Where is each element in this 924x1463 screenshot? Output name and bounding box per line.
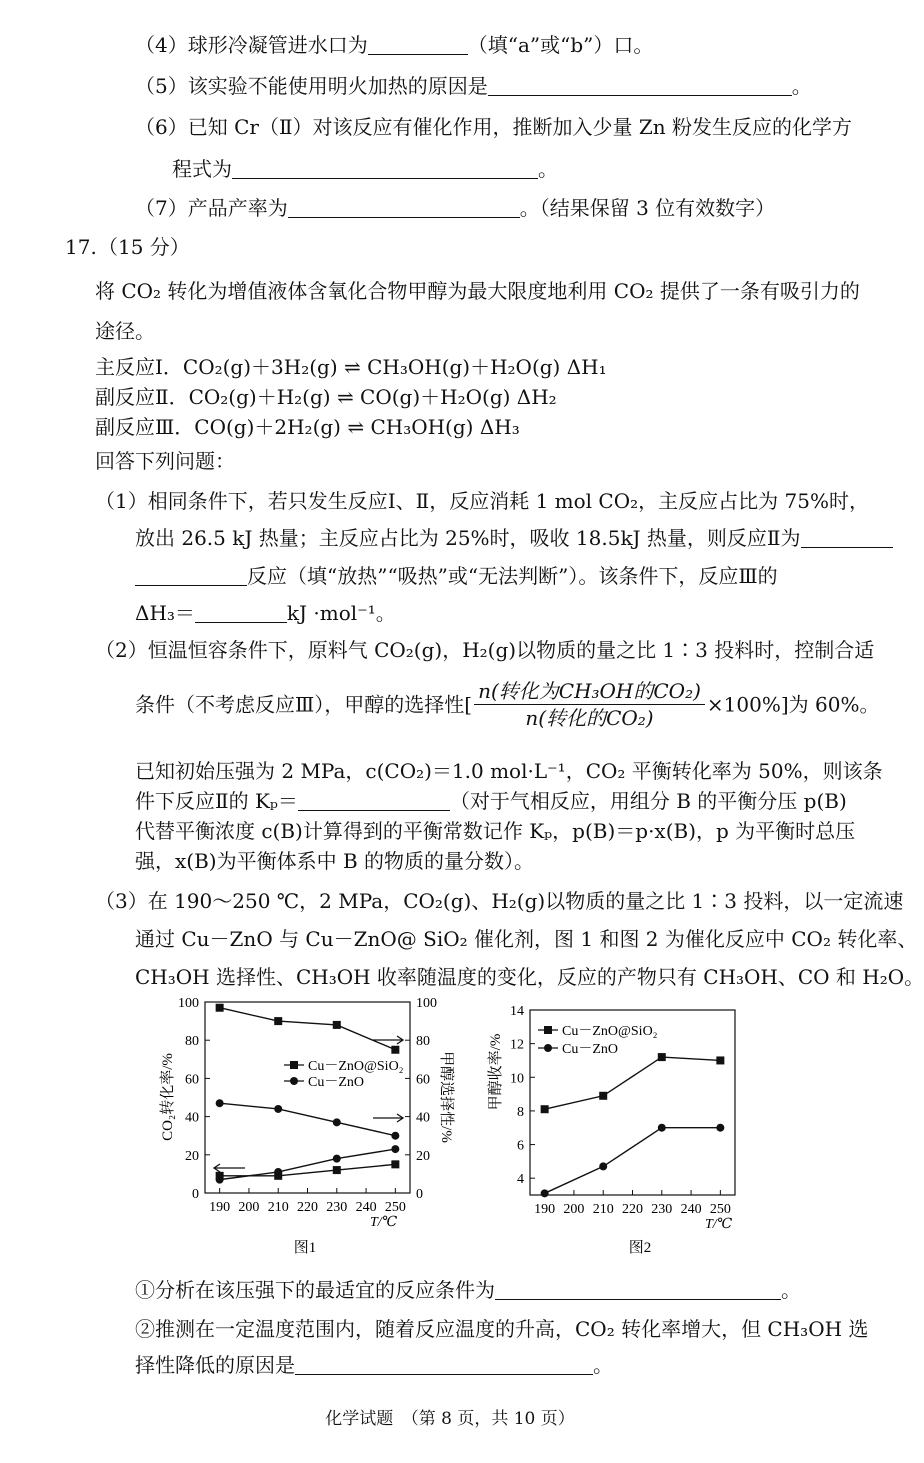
subquestion-1-text: ①分析在该压强下的最适宜的反应条件为 <box>135 1278 495 1302</box>
part1-line2 <box>135 525 893 551</box>
y-tick-label: 12 <box>510 1037 524 1053</box>
part2-line4-tail: （对于气相反应，用组分 B 的平衡分压 p(B) <box>449 789 847 813</box>
subquestion-1-tail: 。 <box>781 1278 801 1302</box>
answer-blank[interactable] <box>801 527 893 548</box>
part1-line1: （1）相同条件下，若只发生反应Ⅰ、Ⅱ，反应消耗 1 mol CO₂，主反应占比为 75%时， <box>95 489 869 513</box>
data-point-circle <box>599 1162 607 1170</box>
part2-line4-text: 件下反应Ⅱ的 Kₚ＝ <box>135 789 298 813</box>
y-tick-label: 14 <box>510 1004 524 1019</box>
circle-marker-icon <box>290 1077 298 1085</box>
fig2-legend-label: Cu－ZnO@SiO₂ <box>562 1024 658 1039</box>
x-tick-label: 200 <box>563 1202 585 1217</box>
reaction-3: 副反应Ⅲ．CO(g)＋2H₂(g) ⇌ CH₃OH(g) ΔH₃ <box>95 415 520 439</box>
part2-line2 <box>135 680 879 729</box>
series-line <box>545 1057 721 1109</box>
fig1-legend <box>284 1059 404 1090</box>
square-marker-icon <box>544 1026 552 1034</box>
y-tick-label: 8 <box>517 1104 524 1120</box>
answer-blank[interactable] <box>195 602 287 623</box>
answer-blank[interactable] <box>295 1354 593 1375</box>
data-point-circle <box>658 1124 666 1132</box>
x-tick-label: 240 <box>355 1200 377 1215</box>
data-point-circle <box>216 1099 224 1107</box>
page-footer: 化学试题 （第 8 页，共 10 页） <box>325 1409 575 1429</box>
fig2-ylabel: 甲醇收率/% <box>488 1033 504 1111</box>
y-tick-label: 40 <box>185 1110 199 1126</box>
answer-blank[interactable] <box>288 197 520 218</box>
x-tick-label: 240 <box>680 1202 702 1217</box>
x-tick-label: 250 <box>709 1202 731 1217</box>
data-point-circle <box>274 1168 282 1176</box>
figure-1-chart <box>150 992 454 1262</box>
data-point-circle <box>391 1132 399 1140</box>
data-point-circle <box>333 1118 341 1126</box>
data-point-square <box>333 1166 341 1174</box>
answer-prompt: 回答下列问题： <box>95 449 235 473</box>
x-tick-label: 230 <box>326 1200 348 1215</box>
part1-line4-text: ΔH₃＝ <box>135 601 195 625</box>
part2-line1: （2）恒温恒容条件下，原料气 CO₂(g)，H₂(g)以物质的量之比 1∶3 投料时，控制合适 <box>95 638 875 662</box>
y-tick-label: 0 <box>192 1187 199 1202</box>
subquestion-2-tail: 。 <box>593 1353 613 1377</box>
series-line <box>220 1149 396 1180</box>
subquestion-2-line1: ②推测在一定温度范围内，随着反应温度的升高，CO₂ 转化率增大，但 CH₃OH 选 <box>135 1317 869 1341</box>
series-line <box>545 1128 721 1194</box>
data-point-square <box>716 1056 724 1064</box>
part2-line4 <box>135 788 847 814</box>
part2-line2-text: 条件（不考虑反应Ⅲ），甲醇的选择性[ <box>135 692 473 717</box>
fig1-legend-label: Cu－ZnO <box>308 1075 364 1090</box>
subquestion-1 <box>135 1277 801 1303</box>
part2-line2-tail: ×100%]为 60%。 <box>706 692 880 717</box>
q16-part6-line2 <box>172 156 558 182</box>
part1-line3 <box>135 563 778 589</box>
y-tick-label: 60 <box>185 1072 199 1088</box>
answer-blank[interactable] <box>298 790 450 811</box>
figure-2-chart <box>480 992 760 1262</box>
answer-blank[interactable] <box>495 1279 781 1300</box>
data-point-circle <box>216 1176 224 1184</box>
x-tick-label: 220 <box>297 1200 318 1215</box>
q16-part5 <box>135 73 812 99</box>
fig2-legend <box>538 1024 658 1057</box>
arrow-right-icon <box>373 1114 403 1122</box>
series-line <box>220 1164 396 1175</box>
fig1-ylabel: CO₂转化率/% <box>160 1053 176 1141</box>
part1-line4 <box>135 600 396 626</box>
answer-blank[interactable] <box>135 565 247 586</box>
y-tick-label: 6 <box>517 1138 524 1154</box>
y-tick-label: 20 <box>185 1148 199 1164</box>
series-line <box>220 1008 396 1050</box>
y2-tick-label: 100 <box>416 996 437 1011</box>
x-tick-label: 210 <box>592 1202 614 1217</box>
part3-line1: （3）在 190～250 ℃，2 MPa，CO₂(g)、H₂(g)以物质的量之比 1∶3 投料，以一定流速 <box>95 889 904 913</box>
subquestion-2-line2 <box>135 1352 613 1378</box>
data-point-square <box>216 1004 224 1012</box>
part2-line3: 已知初始压强为 2 MPa，c(CO₂)＝1.0 mol·L⁻¹，CO₂ 平衡转化率为 50%，则该条 <box>135 759 883 783</box>
reaction-2: 副反应Ⅱ．CO₂(g)＋H₂(g) ⇌ CO(g)＋H₂O(g) ΔH₂ <box>95 385 557 409</box>
x-tick-label: 200 <box>238 1200 260 1215</box>
part3-line2: 通过 Cu－ZnO 与 Cu－ZnO@ SiO₂ 催化剂，图 1 和图 2 为催化反应中 CO₂ 转化率、 <box>135 927 918 951</box>
part1-line3-text: 反应（填“放热”“吸热”或“无法判断”）。该条件下，反应Ⅲ的 <box>247 564 778 588</box>
y-tick-label: 4 <box>517 1172 524 1188</box>
part2-line6: 强，x(B)为平衡体系中 B 的物质的量分数）。 <box>135 849 534 873</box>
answer-blank[interactable] <box>232 158 538 179</box>
fig1-xlabel: T/℃ <box>370 1215 398 1230</box>
data-point-circle <box>391 1145 399 1153</box>
y-tick-label: 100 <box>178 996 199 1011</box>
selectivity-fraction <box>474 680 705 729</box>
arrow-left-icon <box>214 1164 245 1172</box>
q16-part4-tail: （填“a”或“b”）口。 <box>467 33 654 57</box>
data-point-square <box>599 1092 607 1100</box>
data-point-circle <box>274 1105 282 1113</box>
fig1-legend-label: Cu－ZnO@SiO₂ <box>308 1059 404 1074</box>
x-tick-label: 250 <box>384 1200 406 1215</box>
data-point-square <box>541 1105 549 1113</box>
x-tick-label: 190 <box>534 1202 556 1217</box>
q16-part7 <box>135 195 775 221</box>
fig1-plot-frame <box>205 1002 410 1193</box>
fig1-y2label: 甲醇选择性/% <box>438 1051 454 1143</box>
fig2-xlabel: T/℃ <box>705 1217 733 1232</box>
x-tick-label: 220 <box>622 1202 643 1217</box>
q16-part4-text: （4）球形冷凝管进水口为 <box>135 33 368 57</box>
fraction-denominator: n(转化的CO₂) <box>525 706 654 730</box>
x-tick-label: 230 <box>651 1202 673 1217</box>
series-line <box>220 1103 396 1135</box>
part3-line3: CH₃OH 选择性、CH₃OH 收率随温度的变化，反应的产物只有 CH₃OH、CO 和 H₂O。 <box>135 965 924 989</box>
data-point-circle <box>541 1189 549 1197</box>
y2-tick-label: 60 <box>416 1072 430 1088</box>
q16-part4 <box>135 32 653 58</box>
y2-tick-label: 0 <box>416 1187 423 1202</box>
fraction-numerator: n(转化为CH₃OH的CO₂) <box>474 680 705 705</box>
data-point-square <box>274 1017 282 1025</box>
y2-tick-label: 40 <box>416 1110 430 1126</box>
part1-line4-tail: kJ ·mol⁻¹。 <box>286 601 396 625</box>
data-point-square <box>391 1160 399 1168</box>
answer-blank[interactable] <box>368 34 468 55</box>
data-point-square <box>658 1053 666 1061</box>
data-point-circle <box>716 1124 724 1132</box>
intro-line1: 将 CO₂ 转化为增值液体含氧化合物甲醇为最大限度地利用 CO₂ 提供了一条有吸引力的 <box>95 279 860 303</box>
y2-tick-label: 20 <box>416 1148 430 1164</box>
y2-tick-label: 80 <box>416 1034 430 1050</box>
q16-part6-text: 程式为 <box>172 157 232 181</box>
x-tick-label: 190 <box>209 1200 231 1215</box>
question-score: （15 分） <box>98 235 190 259</box>
answer-blank[interactable] <box>488 75 792 96</box>
circle-marker-icon <box>544 1044 552 1052</box>
part2-line5: 代替平衡浓度 c(B)计算得到的平衡常数记作 Kₚ，p(B)＝p·x(B)，p 为平衡时总压 <box>135 819 856 843</box>
data-point-square <box>333 1021 341 1029</box>
reaction-1: 主反应Ⅰ．CO₂(g)＋3H₂(g) ⇌ CH₃OH(g)＋H₂O(g) ΔH₁ <box>95 355 607 379</box>
fig2-caption: 图2 <box>628 1240 652 1256</box>
q16-part7-text: （7）产品产率为 <box>135 196 288 220</box>
q16-part5-text: （5）该实验不能使用明火加热的原因是 <box>135 74 488 98</box>
y-tick-label: 10 <box>510 1071 524 1087</box>
x-tick-label: 210 <box>267 1200 289 1215</box>
intro-line2: 途径。 <box>95 319 155 343</box>
q16-part6-line1: （6）已知 Cr（Ⅱ）对该反应有催化作用，推断加入少量 Zn 粉发生反应的化学方 <box>135 115 853 139</box>
fig1-caption: 图1 <box>293 1240 317 1256</box>
y-tick-label: 80 <box>185 1034 199 1050</box>
q16-part5-tail: 。 <box>791 74 812 98</box>
q16-part6-tail: 。 <box>538 157 558 181</box>
part1-line2-text: 放出 26.5 kJ 热量；主反应占比为 25%时，吸收 18.5kJ 热量，则反应Ⅱ为 <box>135 526 801 550</box>
question-number: 17. <box>65 235 97 259</box>
square-marker-icon <box>290 1061 298 1069</box>
data-point-circle <box>333 1155 341 1163</box>
subquestion-2-text: 择性降低的原因是 <box>135 1353 295 1377</box>
q16-part7-tail: 。（结果保留 3 位有效数字） <box>519 196 776 220</box>
fig2-legend-label: Cu－ZnO <box>562 1042 618 1057</box>
data-point-square <box>391 1046 399 1054</box>
